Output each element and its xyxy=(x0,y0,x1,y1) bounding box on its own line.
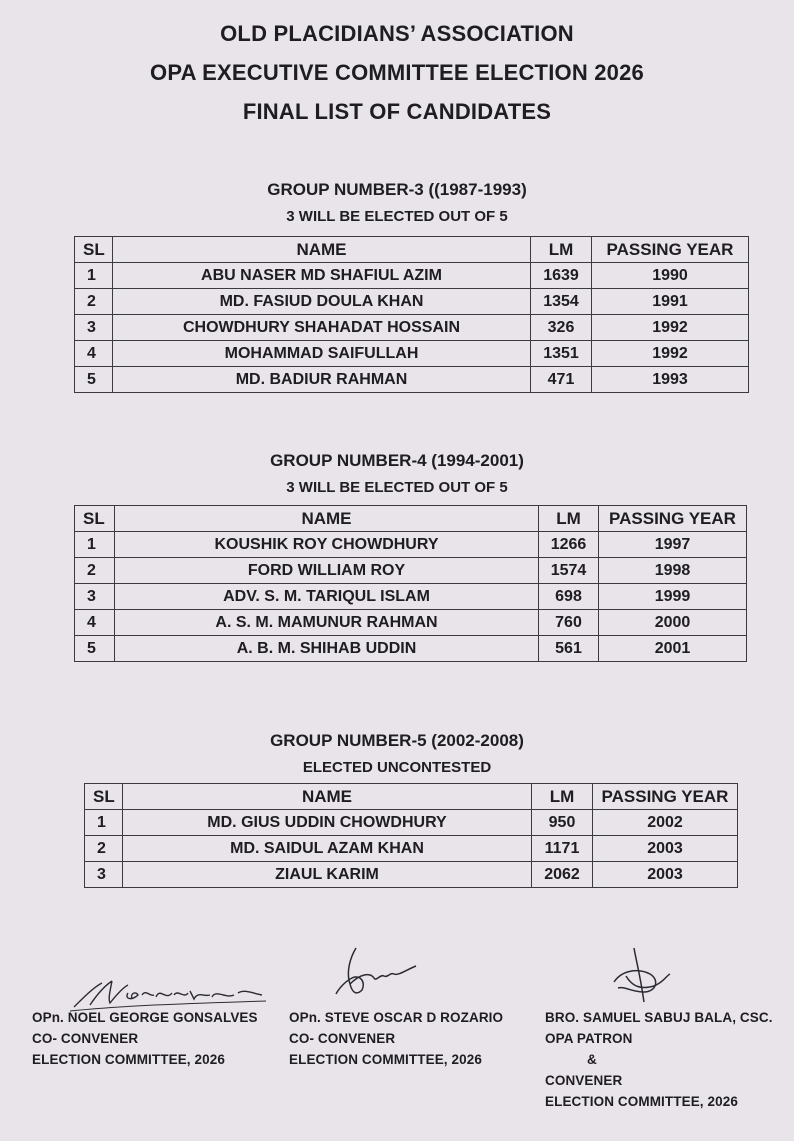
cell-passing-year: 1999 xyxy=(599,584,747,610)
signatory-rozario xyxy=(289,1007,503,1070)
table-row xyxy=(75,558,747,584)
header-name: NAME xyxy=(123,784,532,810)
cell-lm: 1266 xyxy=(539,532,599,558)
cell-passing-year: 2002 xyxy=(593,810,738,836)
signatory-convener: CONVENER xyxy=(545,1073,623,1088)
table-row xyxy=(75,532,747,558)
cell-name: ABU NASER MD SHAFIUL AZIM xyxy=(113,263,531,289)
cell-passing-year: 1997 xyxy=(599,532,747,558)
cell-sl: 4 xyxy=(75,341,113,367)
document-header xyxy=(0,14,794,131)
group-4-table xyxy=(74,505,747,662)
cell-lm: 326 xyxy=(531,315,592,341)
table-row xyxy=(85,810,738,836)
cell-lm: 1639 xyxy=(531,263,592,289)
cell-lm: 561 xyxy=(539,636,599,662)
table-row xyxy=(75,584,747,610)
header-lm: LM xyxy=(531,237,592,263)
cell-sl: 2 xyxy=(85,836,123,862)
group-title: GROUP NUMBER-5 (2002-2008) xyxy=(270,731,524,750)
table-row xyxy=(75,341,749,367)
signatory-name: BRO. SAMUEL SABUJ BALA, CSC. xyxy=(545,1010,773,1025)
cell-lm: 1171 xyxy=(532,836,593,862)
cell-name: CHOWDHURY SHAHADAT HOSSAIN xyxy=(113,315,531,341)
header-passing-year: PASSING YEAR xyxy=(593,784,738,810)
group-subtitle: 3 WILL BE ELECTED OUT OF 5 xyxy=(286,208,508,225)
cell-name: MOHAMMAD SAIFULLAH xyxy=(113,341,531,367)
election-title: OPA EXECUTIVE COMMITTEE ELECTION 2026 xyxy=(150,60,644,85)
cell-passing-year: 1993 xyxy=(592,367,749,393)
cell-name: A. B. M. SHIHAB UDDIN xyxy=(115,636,539,662)
cell-name: MD. FASIUD DOULA KHAN xyxy=(113,289,531,315)
cell-name: KOUSHIK ROY CHOWDHURY xyxy=(115,532,539,558)
cell-passing-year: 1992 xyxy=(592,341,749,367)
cell-lm: 1354 xyxy=(531,289,592,315)
signatory-name: OPn. NOEL GEORGE GONSALVES xyxy=(32,1010,258,1025)
header-passing-year: PASSING YEAR xyxy=(592,237,749,263)
cell-lm: 760 xyxy=(539,610,599,636)
cell-sl: 1 xyxy=(85,810,123,836)
cell-sl: 2 xyxy=(75,289,113,315)
signatory-role: CO- CONVENER xyxy=(289,1031,396,1046)
signatory-committee: ELECTION COMMITTEE, 2026 xyxy=(545,1094,738,1109)
cell-name: MD. SAIDUL AZAM KHAN xyxy=(123,836,532,862)
group-5-heading xyxy=(0,731,794,776)
cell-passing-year: 2003 xyxy=(593,862,738,888)
group-4-heading xyxy=(0,451,794,496)
cell-sl: 4 xyxy=(75,610,115,636)
group-3-table xyxy=(74,236,749,393)
cell-passing-year: 2000 xyxy=(599,610,747,636)
cell-name: FORD WILLIAM ROY xyxy=(115,558,539,584)
cell-sl: 3 xyxy=(75,315,113,341)
group-3-heading xyxy=(0,180,794,225)
table-row xyxy=(75,289,749,315)
cell-sl: 1 xyxy=(75,263,113,289)
signature-bala xyxy=(604,946,674,1008)
list-title: FINAL LIST OF CANDIDATES xyxy=(242,99,552,124)
cell-lm: 1351 xyxy=(531,341,592,367)
cell-name: ADV. S. M. TARIQUL ISLAM xyxy=(115,584,539,610)
cell-lm: 471 xyxy=(531,367,592,393)
header-name: NAME xyxy=(115,506,539,532)
signatory-name: OPn. STEVE OSCAR D ROZARIO xyxy=(289,1010,504,1025)
cell-sl: 5 xyxy=(75,367,113,393)
table-row xyxy=(75,263,749,289)
cell-name: ZIAUL KARIM xyxy=(123,862,532,888)
table-header-row xyxy=(85,784,738,810)
header-lm: LM xyxy=(539,506,599,532)
group-subtitle: 3 WILL BE ELECTED OUT OF 5 xyxy=(286,479,508,496)
signature-rozario xyxy=(326,944,426,1004)
association-title: OLD PLACIDIANS’ ASSOCIATION xyxy=(220,21,574,46)
cell-name: MD. BADIUR RAHMAN xyxy=(113,367,531,393)
table-row xyxy=(75,610,747,636)
signatory-ampersand: & xyxy=(587,1052,597,1067)
cell-sl: 2 xyxy=(75,558,115,584)
header-passing-year: PASSING YEAR xyxy=(599,506,747,532)
signatory-bala xyxy=(545,1007,773,1112)
header-name: NAME xyxy=(113,237,531,263)
signatory-committee: ELECTION COMMITTEE, 2026 xyxy=(32,1052,225,1067)
cell-sl: 5 xyxy=(75,636,115,662)
group-title: GROUP NUMBER-4 (1994-2001) xyxy=(270,451,524,470)
table-row xyxy=(75,315,749,341)
cell-lm: 1574 xyxy=(539,558,599,584)
table-row xyxy=(85,836,738,862)
signatory-committee: ELECTION COMMITTEE, 2026 xyxy=(289,1052,482,1067)
table-header-row xyxy=(75,506,747,532)
header-sl: SL xyxy=(85,784,123,810)
table-header-row xyxy=(75,237,749,263)
group-subtitle: ELECTED UNCONTESTED xyxy=(302,759,492,776)
cell-passing-year: 1991 xyxy=(592,289,749,315)
cell-passing-year: 2001 xyxy=(599,636,747,662)
cell-name: A. S. M. MAMUNUR RAHMAN xyxy=(115,610,539,636)
cell-passing-year: 1992 xyxy=(592,315,749,341)
cell-lm: 2062 xyxy=(532,862,593,888)
cell-lm: 698 xyxy=(539,584,599,610)
cell-sl: 1 xyxy=(75,532,115,558)
cell-passing-year: 1990 xyxy=(592,263,749,289)
cell-sl: 3 xyxy=(85,862,123,888)
cell-passing-year: 1998 xyxy=(599,558,747,584)
header-sl: SL xyxy=(75,237,113,263)
signatory-role: CO- CONVENER xyxy=(32,1031,139,1046)
table-row xyxy=(75,636,747,662)
group-title: GROUP NUMBER-3 ((1987-1993) xyxy=(267,180,527,199)
cell-name: MD. GIUS UDDIN CHOWDHURY xyxy=(123,810,532,836)
header-sl: SL xyxy=(75,506,115,532)
cell-sl: 3 xyxy=(75,584,115,610)
header-lm: LM xyxy=(532,784,593,810)
cell-lm: 950 xyxy=(532,810,593,836)
table-row xyxy=(75,367,749,393)
table-row xyxy=(85,862,738,888)
cell-passing-year: 2003 xyxy=(593,836,738,862)
group-5-table xyxy=(84,783,738,888)
signatory-gonsalves xyxy=(32,1007,258,1070)
signatory-role: OPA PATRON xyxy=(545,1031,633,1046)
